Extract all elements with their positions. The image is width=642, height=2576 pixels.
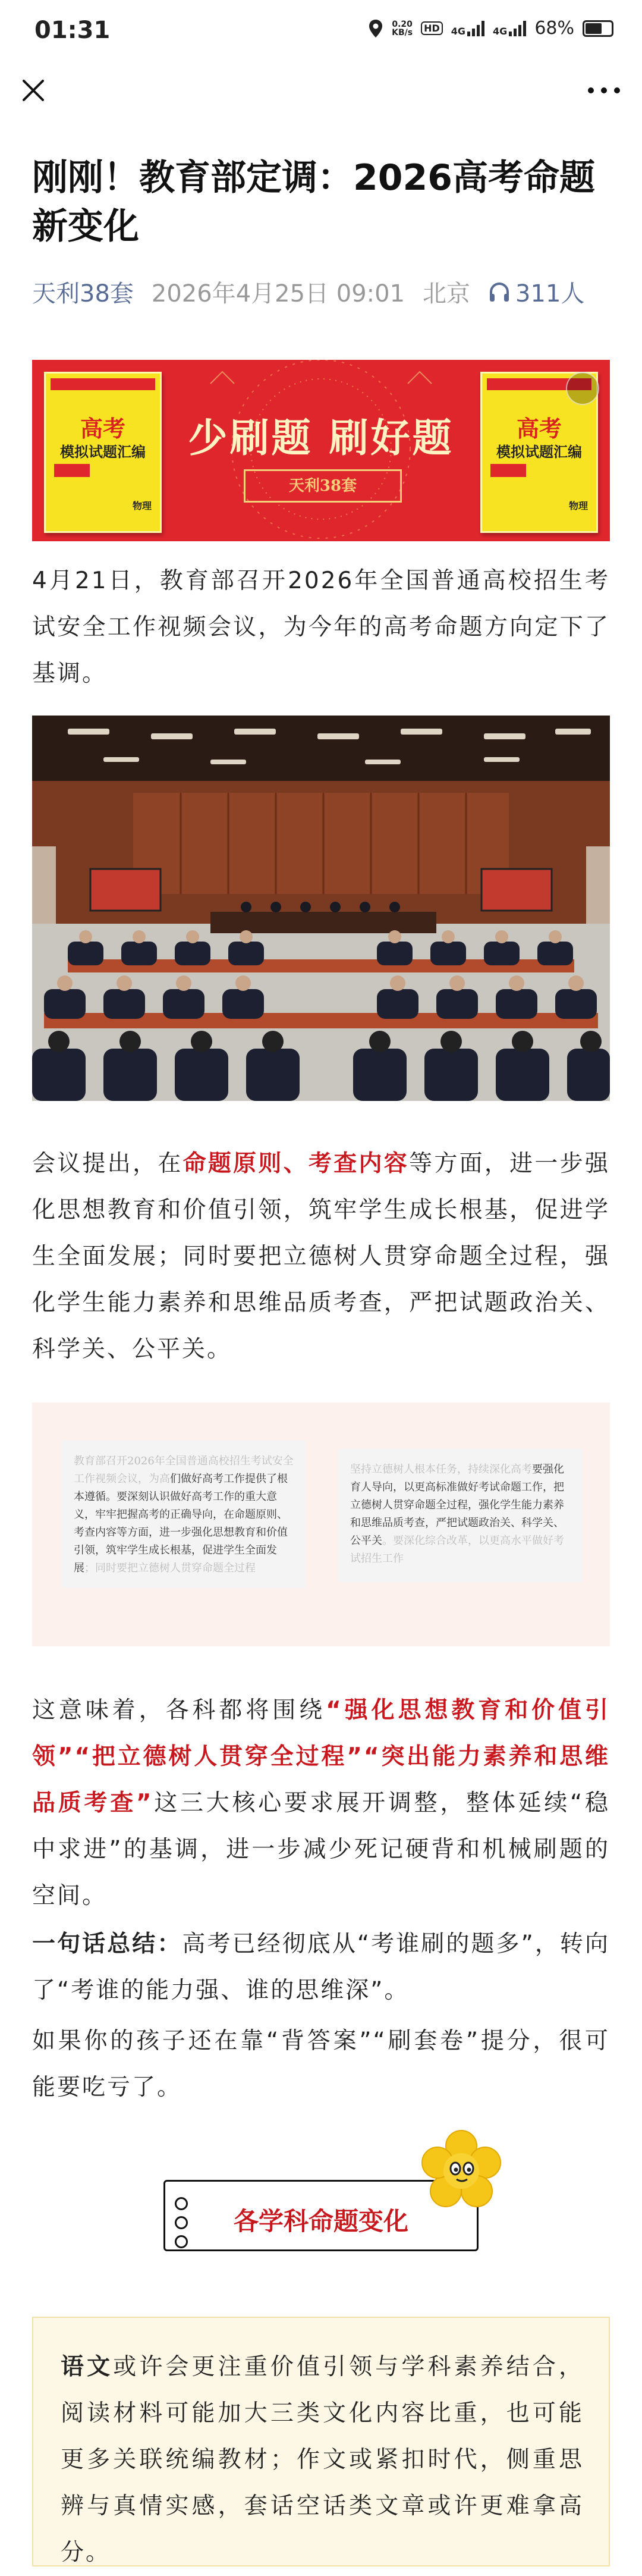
doc-right-faded-bottom: 。要深化综合改革，以更高水平做好考试招生工作 [350, 1535, 564, 1565]
headphones-icon [488, 281, 511, 303]
doc-right-text: 要强化育人导向，以更高标准做好考试命题工作，把立德树人贯穿命题全过程，强化学生能力素养和思维品质考查，严把试题政治关、科学关、公平关 [350, 1463, 564, 1547]
p3-text-before: 这意味着，各科都将围绕 [32, 1697, 326, 1724]
battery-fill [586, 23, 602, 34]
battery-percent: 68% [534, 18, 574, 39]
author-link[interactable]: 天利38套 [32, 280, 134, 308]
top-navigation [0, 65, 642, 119]
p2-text-after: 等方面，进一步强化思想教育和价值引领，筑牢学生成长根基，促进学生全面发展；同时要把立德树人贯穿命题全过程，强化学生能力素养和思维品质考查，严把试题政治关、科学关、公平关。 [32, 1150, 610, 1363]
paragraph-meeting [32, 1141, 610, 1373]
status-bar [0, 0, 642, 65]
net-speed-unit: KB/s [392, 27, 413, 37]
battery-icon [583, 20, 613, 37]
net-speed-value: 0.20 [392, 19, 413, 29]
more-options-button[interactable] [583, 74, 625, 107]
doc-right-faded-top: 坚持立德树人根本任务，持续深化高考 [350, 1463, 532, 1476]
doc-left-faded-top: 教育部召开2026年全国普通高校招生考试安全工作视频会议，为高 [74, 1455, 294, 1485]
listen-count: 311人 [515, 280, 585, 308]
banner-slogan: 少刷题 刷好题 [188, 415, 454, 461]
subject-text: 或许会更注重价值引领与学科素养结合，阅读材料可能加大三类文化内容比重，也可能更多关联统编教材；作文或紧扣时代，侧重思辨与真情实感，套话空话类文章或许更难拿高分。 [61, 2354, 584, 2566]
sim2-label: 4G [493, 25, 508, 37]
subject-card-chinese [32, 2317, 610, 2566]
article-title: 刚刚！教育部定调：2026高考命题新变化 [32, 157, 595, 247]
subject-paragraph [61, 2344, 584, 2576]
p4-summary-text: 高考已经彻底从“考谁刷的题多”，转向了“考谁的能力强、谁的思维深”。 [32, 1931, 610, 2004]
hd-badge: HD [421, 21, 443, 35]
p3-text-after: 这三大核心要求展开调整，整体延续“稳中求进”的基调，进一步减少死记硬背和机械刷题的空间。 [32, 1790, 610, 1909]
signal-icon [467, 21, 484, 36]
meeting-photo-illustration [32, 716, 610, 1101]
section-title: 各学科命题变化 [233, 2207, 408, 2236]
article-meta [32, 275, 584, 309]
document-excerpt-image[interactable] [32, 1402, 610, 1646]
music-disc-icon[interactable] [566, 372, 599, 405]
signal-icon [509, 21, 526, 36]
book-subject-right: 物理 [568, 500, 588, 512]
doc-left-faded-bottom: ；同时要把立德树人贯穿命题全过程 [84, 1562, 256, 1574]
paragraph-implication [32, 1687, 610, 1919]
status-time: 01:31 [34, 17, 111, 44]
book-subtitle-left: 模拟试题汇编 [60, 444, 146, 460]
p3-highlight: “强化思想教育和价值引领”“把立德树人贯穿全过程”“突出能力素养和思维品质考查” [32, 1697, 610, 1816]
listen-button[interactable] [488, 275, 584, 309]
publish-location: 北京 [423, 280, 471, 308]
book-title-right: 高考 [516, 415, 562, 442]
sim2-signal [493, 21, 526, 36]
location-icon [368, 18, 383, 39]
sim1-signal [451, 21, 484, 36]
banner-ribbon: 天利38套 [244, 469, 402, 503]
book-subject-left: 物理 [132, 500, 152, 512]
p2-highlight: 命题原则、考查内容 [182, 1150, 410, 1177]
paragraph-intro: 4月21日，教育部召开2026年全国普通高校招生考试安全工作视频会议，为今年的高考命题方向定下了基调。 [32, 567, 610, 687]
paragraph-summary [32, 1921, 610, 2014]
close-button[interactable] [17, 74, 50, 107]
flower-mascot-icon [420, 2129, 503, 2213]
promo-banner[interactable] [32, 360, 610, 541]
subject-name: 语文 [61, 2354, 114, 2380]
paragraph-warning: 如果你的孩子还在靠“背答案”“刷套卷”提分，很可能要吃亏了。 [32, 2028, 610, 2101]
p4-summary-label: 一句话总结： [32, 1931, 182, 1957]
more-icon [583, 74, 625, 107]
status-icons [368, 18, 613, 39]
doc-card-left [62, 1441, 306, 1588]
sim1-label: 4G [451, 25, 466, 37]
book-title-left: 高考 [80, 415, 125, 442]
meeting-photo[interactable] [32, 716, 610, 1101]
close-icon [17, 74, 50, 107]
book-subtitle-right: 模拟试题汇编 [496, 444, 582, 460]
doc-card-right [338, 1449, 582, 1582]
net-speed [392, 20, 413, 37]
doc-left-text: 们做好高考工作提供了根本遵循。要深刻认识做好高考工作的重大意义，牢牢把握高考的正确导向，在命题原则、考查内容等方面，进一步强化思想教育和价值引领，筑牢学生成长根基，促进学生全面发展 [74, 1473, 288, 1574]
publish-date: 2026年4月25日 09:01 [151, 280, 405, 308]
p2-text-before: 会议提出，在 [32, 1150, 183, 1177]
